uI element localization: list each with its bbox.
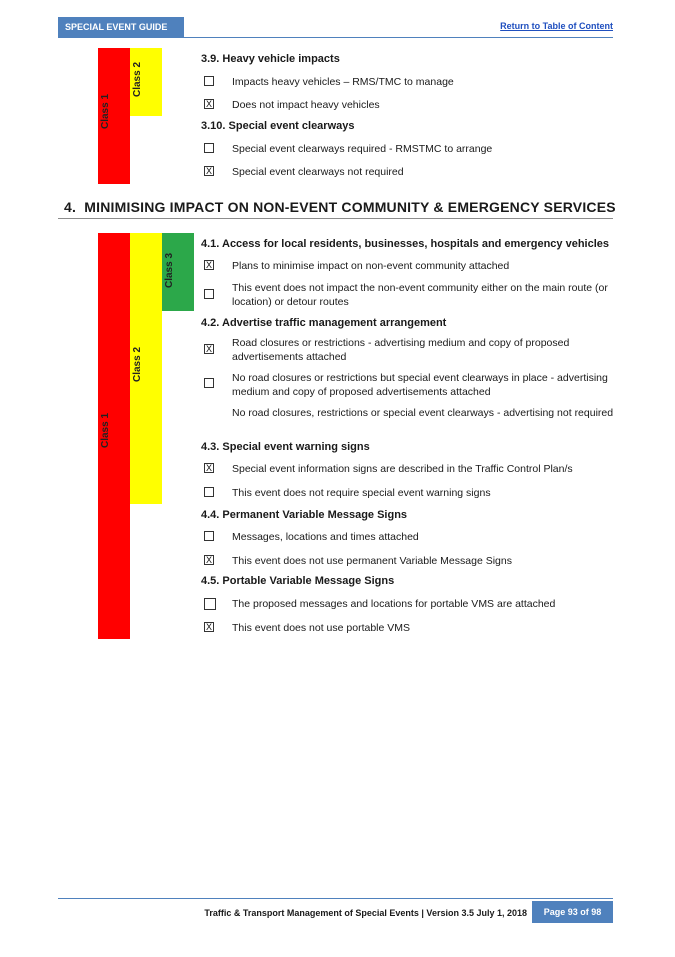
checkbox[interactable]: X [205,99,212,109]
option-4-3-2 [201,486,615,500]
option-text: Plans to minimise impact on non-event community attached [232,260,510,272]
option-text: This event does not use portable VMS [232,622,411,634]
option-4-5-2 [201,621,615,635]
option-4-5-1 [201,597,615,611]
checkbox[interactable]: X [205,260,212,270]
checkbox[interactable]: X [205,166,212,176]
option-text: This event does not impact the non-event community either on the main route (or location) or detour routes [232,282,608,308]
option-text: Impacts heavy vehicles – RMS/TMC to manage [232,76,454,88]
option-3-9-2 [201,98,615,112]
option-text: Messages, locations and times attached [232,531,419,543]
option-text: Special event clearways required - RMSTMC to arrange [232,143,493,155]
option-text: This event does not use permanent Variable Message Signs [232,555,512,567]
class1-label-lower: Class 1 [100,412,112,449]
option-4-4-1 [201,530,615,544]
class1-label-upper: Class 1 [100,93,112,130]
option-4-4-2 [201,554,615,568]
checkbox[interactable]: X [205,555,212,565]
class3-label: Class 3 [164,252,176,289]
option-text: Special event information signs are described in the Traffic Control Plan/s [232,463,573,475]
checkbox[interactable] [204,289,214,299]
option-text: This event does not require special event warning signs [232,487,491,499]
heading-4-5: 4.5. Portable Variable Message Signs [201,575,395,587]
checkbox[interactable] [204,531,214,541]
checkbox[interactable]: X [205,344,212,354]
option-4-2-2 [201,371,615,399]
heading-4-2: 4.2. Advertise traffic management arrangement [201,317,447,329]
class2-bar-upper [130,48,162,116]
class2-label-upper: Class 2 [132,61,144,98]
main-heading-number: 4. [64,199,77,215]
class1-bar-lower [98,233,130,639]
option-text: The proposed messages and locations for portable VMS are attached [232,598,556,610]
option-4-2-3 [201,406,615,434]
heading-3-10: 3.10. Special event clearways [201,120,355,132]
heading-4-1: 4.1. Access for local residents, businesses, hospitals and emergency vehicles [201,238,609,250]
checkbox[interactable] [204,598,216,610]
class1-bar-upper [98,48,130,184]
checkbox[interactable] [204,378,214,388]
checkbox[interactable] [204,487,214,497]
footer-divider [58,898,613,899]
option-text: Road closures or restrictions - advertising medium and copy of proposed advertisements attached [232,337,570,363]
checkbox[interactable]: X [205,463,212,473]
option-3-10-2 [201,165,615,179]
option-text: No road closures or restrictions but special event clearways in place - advertising medium and copy of proposed advertisements attached [232,372,608,398]
option-3-9-1 [201,75,615,89]
toc-link[interactable]: Return to Table of Content [500,21,613,31]
heading-3-9: 3.9. Heavy vehicle impacts [201,53,340,65]
option-text: Does not impact heavy vehicles [232,99,380,111]
option-4-1-2 [201,281,615,309]
option-4-3-1 [201,462,615,476]
option-text: No road closures, restrictions or special event clearways - advertising not required [232,407,614,419]
checkbox[interactable]: X [205,622,212,632]
heading-4-3: 4.3. Special event warning signs [201,441,370,453]
class2-bar-lower [130,233,162,504]
class2-label-lower: Class 2 [132,346,144,383]
option-4-1-1 [201,259,615,273]
checkbox[interactable] [204,76,214,86]
guide-label: SPECIAL EVENT GUIDE [58,17,184,37]
class3-bar [162,233,194,311]
heading-4-4: 4.4. Permanent Variable Message Signs [201,509,408,521]
header-divider [58,37,613,38]
footer-text: Traffic & Transport Management of Special Events | Version 3.5 July 1, 2018 [204,908,527,918]
option-text: Special event clearways not required [232,166,404,178]
checkbox[interactable] [204,143,214,153]
main-heading-divider [58,218,613,219]
option-3-10-1 [201,142,615,156]
main-heading [64,199,616,215]
page-number: Page 93 of 98 [532,901,613,923]
option-4-2-1 [201,336,615,364]
main-heading-title: MINIMISING IMPACT ON NON-EVENT COMMUNITY & EMERGENCY SERVICES [84,199,616,215]
